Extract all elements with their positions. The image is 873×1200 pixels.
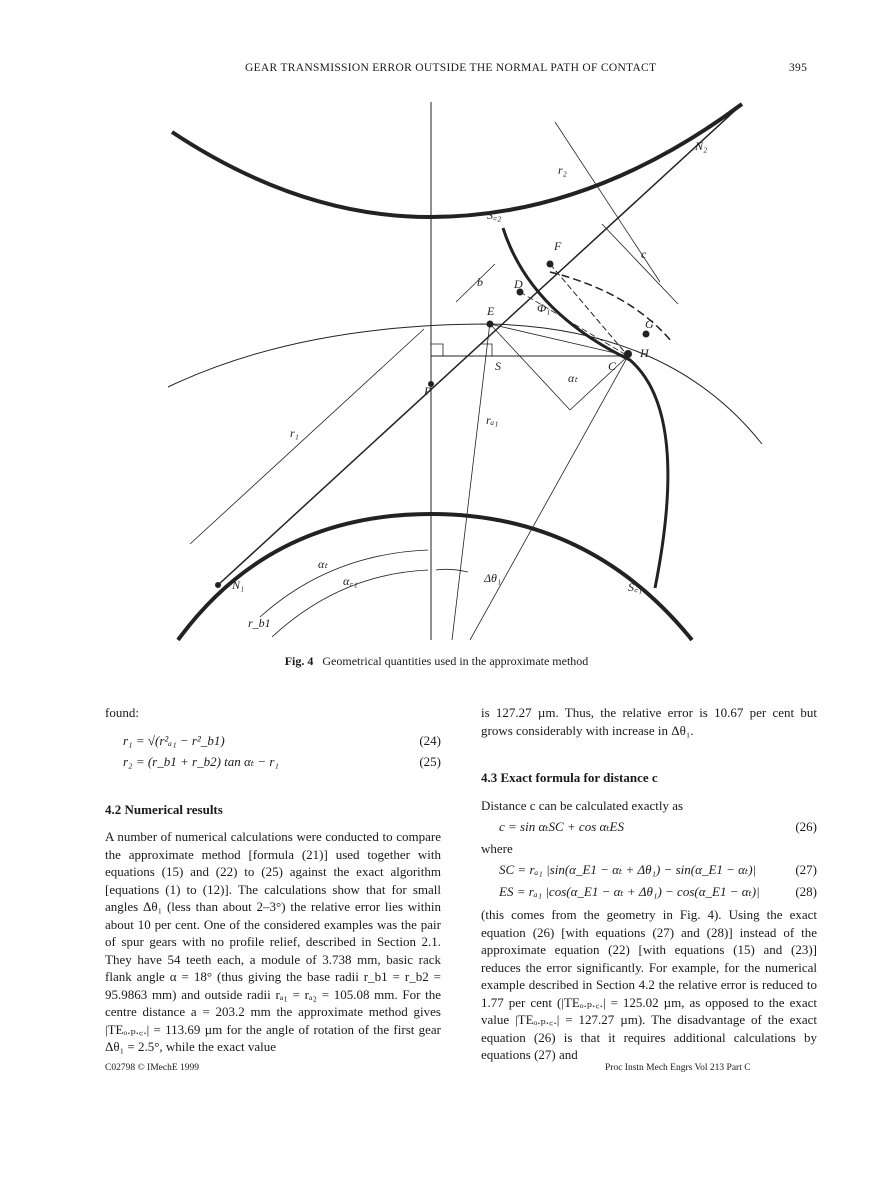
- section-4-3-title: 4.3 Exact formula for distance c: [481, 770, 658, 785]
- equation-26: c = sin αₜSC + cos αₜES (26): [499, 819, 817, 834]
- equation-28: ES = rₐ₁ |cos(α_E1 − αₜ + Δθ₁) − cos(α_E1 − αₜ)| (28): [499, 883, 817, 899]
- label-delta-theta: Δθ₁: [484, 571, 502, 585]
- label-c: c: [641, 247, 647, 261]
- label-alpha-E1: α꜀₁: [343, 574, 358, 588]
- line-of-action: [218, 106, 740, 585]
- tooth-flank: [503, 228, 668, 588]
- footer-copyright: C02798 © IMechE 1999: [105, 1063, 200, 1073]
- label-N2: N₂: [695, 139, 708, 153]
- section-4-3-paragraph: (this comes from the geometry in Fig. 4). Using the exact equation (26) [with equations (27) and (28)] instead of the approximate equation (22) [with equations (15) and (23)] reduces the error significantly. For example, for the numerical example described in Section 4.2 the relative error is reduced to 1.77 per cent (|TEₒ.ₚ.꜀.| = 125.02 µm, as opposed to the exact value |TEₒ.ₚ.꜀.| = 127.27 µm). The disadvantage of the exact equation (26) is that it requires additional calculations by equations (27) and: [481, 907, 817, 1062]
- label-G: G: [645, 317, 654, 331]
- where-text: where: [481, 840, 513, 856]
- equation-27: SC = rₐ₁ |sin(α_E1 − αₜ + Δθ₁) − sin(α_E1 − αₜ)| (27): [499, 862, 817, 877]
- label-r2: r₂: [558, 163, 567, 177]
- label-Sc1: S꜀₁: [628, 580, 643, 594]
- left-column: [105, 704, 441, 1056]
- intro-text: Distance c can be calculated exactly as: [481, 797, 684, 813]
- point-G: [643, 331, 650, 338]
- label-F: F: [554, 239, 562, 253]
- label-r1: r₁: [290, 426, 299, 440]
- label-N1: N₁: [232, 578, 245, 592]
- equation-24: r₁ = √(r²ₐ₁ − r²_b1) (24): [123, 732, 441, 748]
- radius-ra1: [452, 322, 490, 640]
- right-column: [481, 704, 817, 1064]
- label-ra1: rₐ₁: [486, 413, 499, 427]
- label-E: E: [487, 304, 495, 318]
- label-C: C: [608, 359, 617, 373]
- addendum-circle: [168, 324, 762, 444]
- caption-number: Fig. 4: [284, 654, 314, 668]
- found-text: found:: [105, 705, 139, 720]
- label-phi: Φ₁: [537, 301, 551, 315]
- label-b: b: [477, 275, 483, 289]
- gear-geometry-figure: [150, 92, 780, 645]
- footer-journal: Proc Instn Mech Engrs Vol 213 Part C: [605, 1063, 751, 1073]
- equation-25: r₂ = (r_b1 + r_b2) tan αₜ − r₁ (25): [123, 754, 441, 769]
- point-N1: [215, 582, 221, 588]
- running-title: GEAR TRANSMISSION ERROR OUTSIDE THE NORMAL PATH OF CONTACT: [245, 62, 657, 74]
- section-4-2-title: 4.2 Numerical results: [105, 801, 223, 817]
- caption-text: Geometrical quantities used in the approximate method: [322, 654, 589, 668]
- label-alpha-t: αₜ: [318, 557, 328, 571]
- point-E: [487, 321, 494, 328]
- continued-paragraph: is 127.27 µm. Thus, the relative error is 10.67 per cent but grows considerably with increase in Δθ₁.: [481, 705, 817, 738]
- label-rb1: r_b1: [248, 616, 271, 630]
- label-alpha-t-right: αₜ: [568, 371, 578, 385]
- upper-gear-arc: [172, 104, 742, 217]
- label-S: S: [495, 359, 501, 373]
- label-Sc2: S꜀₂: [487, 208, 502, 222]
- figure-caption: [0, 654, 873, 669]
- point-F: [547, 261, 554, 268]
- label-H: H: [640, 346, 649, 360]
- point-H: [624, 350, 632, 358]
- label-P: P: [424, 384, 432, 398]
- label-D: D: [514, 277, 523, 291]
- section-4-2-paragraph: A number of numerical calculations were conducted to compare the approximate method [formula (21)] used together with equations (15) and (22) to (25) against the exact algorithm [equations (1) to (12)]. The calculations show that for small angles Δθ₁ (less than about 2–3°) the relative error lies within about 10 per cent. One of the considered examples was the pair of spur gears with no profile relief, described in Section 2.1. They have 54 teeth each, a module of 3.738 mm, basic rack flank angle α = 18° (thus giving the base radii r_b1 = r_b2 = 95.9863 mm) and outside radii rₐ₁ = rₐ₂ = 105.08 mm. For the centre distance a = 203.2 mm the approximate method gives |TEₒ.ₚ.꜀.| = 113.69 µm for the angle of rotation of the first gear Δθ₁ = 2.5°, while the exact value: [105, 829, 441, 1054]
- page-number: 395: [789, 62, 808, 74]
